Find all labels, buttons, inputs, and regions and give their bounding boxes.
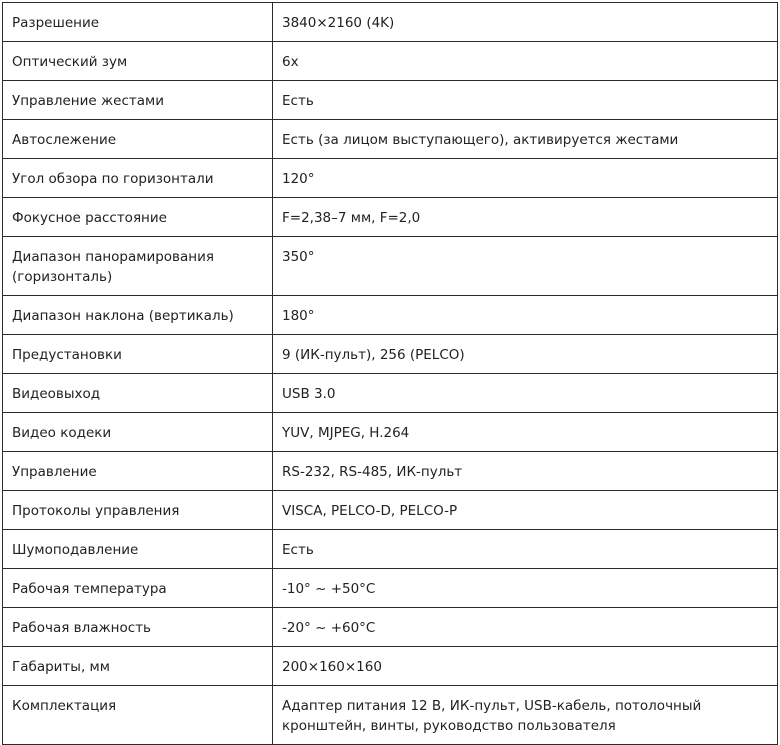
table-row [3, 374, 778, 413]
spec-label: Оптический зум [3, 42, 273, 81]
spec-value: 180° [273, 296, 778, 335]
table-row [3, 647, 778, 686]
spec-value: RS-232, RS-485, ИК-пульт [273, 452, 778, 491]
spec-label: Автослежение [3, 120, 273, 159]
spec-label: Угол обзора по горизонтали [3, 159, 273, 198]
table-row [3, 413, 778, 452]
spec-value: 6х [273, 42, 778, 81]
spec-value: VISCA, PELCO-D, PELCO-P [273, 491, 778, 530]
spec-label: Протоколы управления [3, 491, 273, 530]
table-row [3, 120, 778, 159]
spec-value: F=2,38–7 мм, F=2,0 [273, 198, 778, 237]
spec-label: Комплектация [3, 686, 273, 745]
spec-value: 120° [273, 159, 778, 198]
spec-value: YUV, MJPEG, H.264 [273, 413, 778, 452]
table-row [3, 296, 778, 335]
table-row [3, 42, 778, 81]
table-row [3, 530, 778, 569]
spec-value: Есть [273, 81, 778, 120]
spec-label: Предустановки [3, 335, 273, 374]
spec-label: Габариты, мм [3, 647, 273, 686]
table-row [3, 569, 778, 608]
table-row [3, 81, 778, 120]
spec-label: Шумоподавление [3, 530, 273, 569]
spec-value: Есть [273, 530, 778, 569]
table-row [3, 335, 778, 374]
spec-label: Рабочая влажность [3, 608, 273, 647]
table-row [3, 3, 778, 42]
spec-value: -10° ~ +50°C [273, 569, 778, 608]
spec-value: Адаптер питания 12 В, ИК-пульт, USB-кабель, потолочный кронштейн, винты, руководство пользователя [273, 686, 778, 745]
spec-value: 350° [273, 237, 778, 296]
spec-value: Есть (за лицом выступающего), активируется жестами [273, 120, 778, 159]
table-row [3, 491, 778, 530]
table-row [3, 452, 778, 491]
spec-label: Видео кодеки [3, 413, 273, 452]
spec-value: 3840×2160 (4K) [273, 3, 778, 42]
spec-label: Управление жестами [3, 81, 273, 120]
spec-label: Диапазон наклона (вертикаль) [3, 296, 273, 335]
spec-label: Фокусное расстояние [3, 198, 273, 237]
table-row [3, 237, 778, 296]
spec-value: 9 (ИК-пульт), 256 (PELCO) [273, 335, 778, 374]
spec-label: Рабочая температура [3, 569, 273, 608]
spec-label: Разрешение [3, 3, 273, 42]
spec-value: -20° ~ +60°C [273, 608, 778, 647]
specifications-table [2, 2, 778, 745]
table-row [3, 198, 778, 237]
spec-value: 200×160×160 [273, 647, 778, 686]
spec-label: Управление [3, 452, 273, 491]
table-row [3, 159, 778, 198]
table-row [3, 686, 778, 745]
spec-label: Видеовыход [3, 374, 273, 413]
spec-value: USB 3.0 [273, 374, 778, 413]
spec-label: Диапазон панорамирования (горизонталь) [3, 237, 273, 296]
table-row [3, 608, 778, 647]
